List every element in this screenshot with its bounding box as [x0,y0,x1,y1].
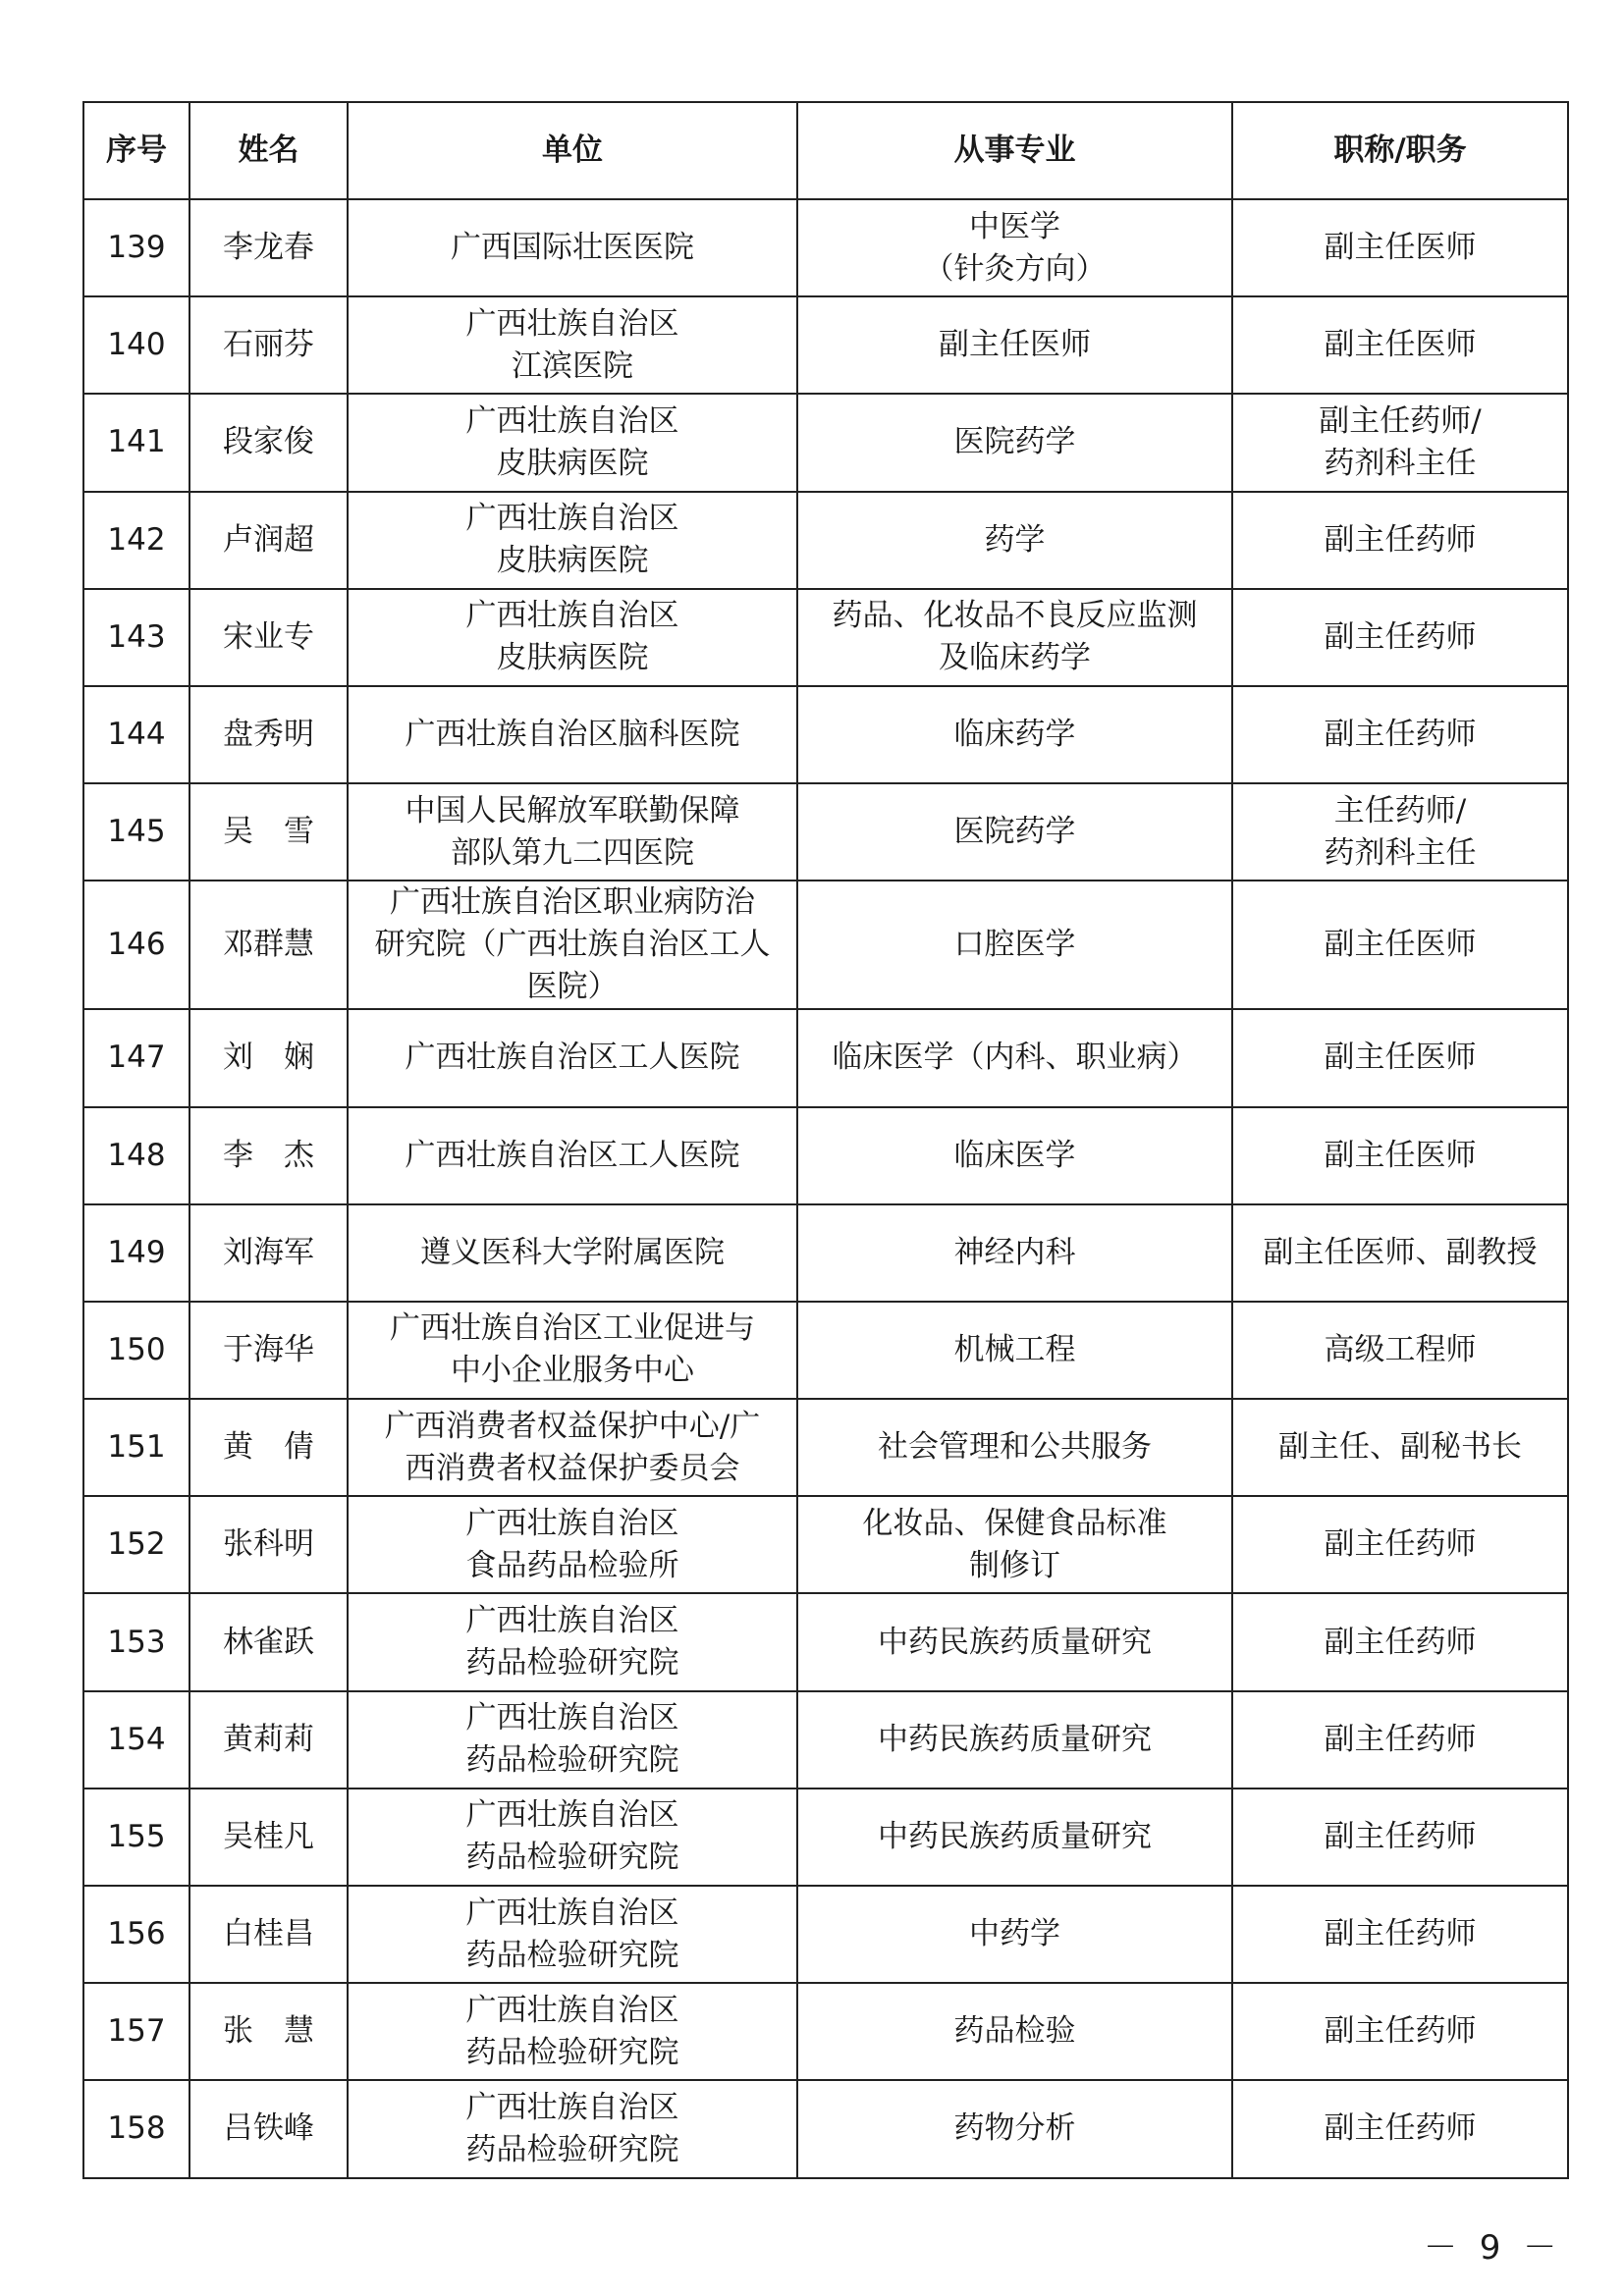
cell-seq: 156 [83,1886,189,1983]
cell-specialty-line: 中药民族药质量研究 [878,1721,1152,1757]
cell-unit [348,199,797,296]
cell-unit-line: 广西壮族自治区工人医院 [405,1137,740,1173]
cell-unit-line: 广西壮族自治区 [465,1700,679,1736]
cell-seq: 153 [83,1593,189,1690]
cell-title [1232,783,1568,881]
cell-title-line: 副主任医师 [1324,1137,1477,1173]
table-row [83,686,1568,783]
cell-unit-line: 广西壮族自治区 [465,1603,679,1639]
header-name: 姓名 [189,102,348,199]
cell-title [1232,1983,1568,2080]
cell-name: 黄莉莉 [189,1691,348,1789]
cell-specialty [797,1009,1232,1106]
cell-unit-line: 广西消费者权益保护中心/广 [384,1408,761,1444]
cell-title-line: 副主任医师 [1324,230,1477,266]
cell-unit [348,1593,797,1690]
cell-title-line: 药剂科主任 [1324,445,1477,481]
cell-seq: 143 [83,589,189,686]
cell-name: 白桂昌 [189,1886,348,1983]
cell-unit [348,1399,797,1496]
cell-specialty [797,881,1232,1009]
cell-title-line: 副主任药师 [1324,717,1477,753]
cell-specialty [797,686,1232,783]
cell-title-line: 副主任药师 [1324,2013,1477,2050]
cell-specialty-line: 及临床药学 [939,640,1091,676]
header-specialty: 从事专业 [797,102,1232,199]
cell-unit-line: 药品检验研究院 [465,1645,679,1682]
table-row [83,1107,1568,1204]
cell-unit-line: 广西壮族自治区 [465,1797,679,1834]
cell-title-line: 药剂科主任 [1324,834,1477,871]
cell-unit-line: 江滨医院 [512,347,633,384]
cell-specialty-line: 机械工程 [953,1331,1076,1367]
cell-unit [348,1789,797,1886]
cell-title-line: 主任药师/ [1333,792,1467,828]
cell-title-line: 副主任药师 [1324,1721,1477,1757]
cell-title [1232,589,1568,686]
cell-title-line: 副主任医师、副教授 [1263,1234,1538,1270]
cell-title-line: 副主任药师 [1324,1818,1477,1854]
cell-unit-line: 遵义医科大学附属医院 [420,1234,725,1270]
cell-specialty-line: 药品、化妆品不良反应监测 [832,598,1198,634]
cell-seq: 158 [83,2080,189,2177]
cell-unit-line: 西消费者权益保护委员会 [405,1450,740,1486]
cell-name: 段家俊 [189,394,348,491]
cell-title-line: 副主任医师 [1324,1040,1477,1076]
cell-name: 于海华 [189,1302,348,1399]
cell-specialty-line: 药物分析 [953,2110,1076,2147]
header-unit: 单位 [348,102,797,199]
cell-title-line: 副主任药师/ [1319,402,1482,439]
cell-name: 邓群慧 [189,881,348,1009]
cell-specialty-line: 临床医学 [953,1137,1076,1173]
cell-specialty-line: 药品检验 [953,2013,1076,2050]
cell-title [1232,394,1568,491]
cell-name: 李 杰 [189,1107,348,1204]
cell-specialty-line: （针灸方向） [923,250,1107,287]
cell-specialty-line: 社会管理和公共服务 [878,1429,1152,1466]
cell-specialty-line: 化妆品、保健食品标准 [862,1505,1167,1541]
cell-unit-line: 广西壮族自治区职业病防治 [390,884,755,921]
cell-title-line: 副主任药师 [1324,1526,1477,1563]
cell-specialty-line: 中医学 [969,208,1060,244]
cell-specialty-line: 医院药学 [953,814,1076,850]
cell-unit-line: 广西壮族自治区工业促进与 [390,1310,755,1347]
table-row [83,2080,1568,2177]
cell-unit-line: 广西壮族自治区工人医院 [405,1040,740,1076]
table-row [83,296,1568,394]
cell-unit-line: 部队第九二四医院 [451,834,694,871]
cell-unit-line: 研究院（广西壮族自治区工人 [374,927,771,963]
cell-title-line: 副主任、副秘书长 [1278,1429,1522,1466]
cell-unit-line: 广西壮族自治区 [465,1505,679,1541]
cell-name: 吴桂凡 [189,1789,348,1886]
cell-name: 林雀跃 [189,1593,348,1690]
cell-title [1232,199,1568,296]
cell-name: 盘秀明 [189,686,348,783]
cell-specialty [797,783,1232,881]
cell-specialty [797,1204,1232,1302]
cell-title [1232,1886,1568,1983]
cell-unit [348,296,797,394]
cell-unit-line: 中国人民解放军联勤保障 [405,792,740,828]
cell-seq: 157 [83,1983,189,2080]
cell-seq: 149 [83,1204,189,1302]
cell-unit-line: 药品检验研究院 [465,1742,679,1779]
cell-title-line: 高级工程师 [1324,1331,1477,1367]
cell-specialty-line: 中药学 [969,1916,1060,1952]
cell-specialty [797,1789,1232,1886]
cell-specialty [797,394,1232,491]
cell-seq: 147 [83,1009,189,1106]
cell-unit-line: 皮肤病医院 [496,445,649,481]
cell-title-line: 副主任药师 [1324,618,1477,655]
table-row [83,1593,1568,1690]
cell-unit-line: 广西壮族自治区 [465,598,679,634]
cell-title [1232,881,1568,1009]
cell-name: 张科明 [189,1496,348,1593]
cell-specialty [797,199,1232,296]
cell-name: 李龙春 [189,199,348,296]
cell-specialty [797,1107,1232,1204]
cell-unit-line: 药品检验研究院 [465,1937,679,1973]
cell-name: 刘 娴 [189,1009,348,1106]
cell-specialty [797,2080,1232,2177]
cell-seq: 141 [83,394,189,491]
cell-title [1232,1496,1568,1593]
cell-title [1232,1009,1568,1106]
cell-unit [348,1496,797,1593]
cell-title [1232,2080,1568,2177]
cell-seq: 152 [83,1496,189,1593]
cell-unit [348,2080,797,2177]
table-row [83,1399,1568,1496]
cell-unit-line: 皮肤病医院 [496,543,649,579]
cell-specialty [797,296,1232,394]
cell-title [1232,1399,1568,1496]
cell-specialty-line: 临床医学（内科、职业病） [832,1040,1198,1076]
cell-name: 黄 倩 [189,1399,348,1496]
cell-specialty [797,1496,1232,1593]
cell-unit-line: 药品检验研究院 [465,1840,679,1876]
cell-seq: 151 [83,1399,189,1496]
cell-unit [348,1886,797,1983]
cell-name: 宋业专 [189,589,348,686]
cell-title [1232,492,1568,589]
header-seq: 序号 [83,102,189,199]
cell-seq: 146 [83,881,189,1009]
cell-unit-line: 医院） [526,969,619,1005]
table-row [83,589,1568,686]
cell-unit [348,1983,797,2080]
cell-unit-line: 广西壮族自治区 [465,501,679,537]
cell-unit-line: 广西壮族自治区 [465,305,679,342]
cell-unit [348,492,797,589]
table-row [83,1204,1568,1302]
cell-seq: 140 [83,296,189,394]
cell-title-line: 副主任药师 [1324,1916,1477,1952]
cell-title [1232,686,1568,783]
cell-unit [348,1204,797,1302]
cell-name: 吕铁峰 [189,2080,348,2177]
cell-title-line: 副主任医师 [1324,327,1477,363]
cell-unit [348,1107,797,1204]
cell-title [1232,1107,1568,1204]
cell-unit-line: 广西国际壮医医院 [451,230,694,266]
cell-seq: 148 [83,1107,189,1204]
cell-unit [348,881,797,1009]
cell-seq: 150 [83,1302,189,1399]
cell-name: 吴 雪 [189,783,348,881]
cell-specialty-line: 临床药学 [953,717,1076,753]
cell-unit-line: 广西壮族自治区 [465,402,679,439]
table-row [83,881,1568,1009]
cell-title [1232,1302,1568,1399]
cell-specialty-line: 药学 [984,521,1046,558]
cell-name: 刘海军 [189,1204,348,1302]
header-row [83,102,1568,199]
cell-unit-line: 中小企业服务中心 [451,1353,694,1389]
cell-seq: 139 [83,199,189,296]
cell-unit [348,1302,797,1399]
cell-specialty-line: 口腔医学 [953,927,1076,963]
cell-unit [348,394,797,491]
cell-title-line: 副主任药师 [1324,1624,1477,1660]
table-row [83,783,1568,881]
cell-specialty [797,1302,1232,1399]
cell-title [1232,296,1568,394]
cell-unit-line: 广西壮族自治区 [465,2089,679,2125]
cell-seq: 144 [83,686,189,783]
cell-unit [348,1009,797,1106]
cell-seq: 155 [83,1789,189,1886]
cell-unit-line: 药品检验研究院 [465,2131,679,2167]
table-row [83,1496,1568,1593]
cell-unit-line: 皮肤病医院 [496,640,649,676]
table-row [83,1789,1568,1886]
roster-table [82,101,1569,2179]
cell-specialty [797,1399,1232,1496]
table-row [83,1983,1568,2080]
cell-seq: 154 [83,1691,189,1789]
cell-specialty [797,589,1232,686]
cell-unit-line: 广西壮族自治区脑科医院 [405,717,740,753]
cell-title [1232,1789,1568,1886]
table-row [83,1691,1568,1789]
cell-specialty-line: 医院药学 [953,424,1076,460]
cell-unit [348,783,797,881]
cell-specialty-line: 制修订 [969,1547,1060,1583]
table-row [83,1302,1568,1399]
cell-name: 石丽芬 [189,296,348,394]
cell-specialty [797,1886,1232,1983]
cell-unit-line: 广西壮族自治区 [465,1895,679,1931]
cell-title-line: 副主任药师 [1324,2110,1477,2147]
cell-title-line: 副主任药师 [1324,521,1477,558]
table-row [83,492,1568,589]
cell-specialty [797,1593,1232,1690]
cell-unit-line: 广西壮族自治区 [465,1992,679,2028]
table-row [83,1886,1568,1983]
cell-unit [348,1691,797,1789]
cell-name: 张 慧 [189,1983,348,2080]
table-row [83,394,1568,491]
header-title: 职称/职务 [1232,102,1568,199]
cell-unit [348,589,797,686]
page-number: － 9 － [1424,2228,1563,2268]
cell-specialty-line: 神经内科 [953,1234,1076,1270]
cell-title [1232,1691,1568,1789]
cell-seq: 145 [83,783,189,881]
cell-title [1232,1204,1568,1302]
cell-specialty [797,1691,1232,1789]
cell-title [1232,1593,1568,1690]
cell-name: 卢润超 [189,492,348,589]
cell-unit [348,686,797,783]
cell-unit-line: 食品药品检验所 [465,1547,679,1583]
cell-specialty-line: 中药民族药质量研究 [878,1818,1152,1854]
cell-specialty [797,1983,1232,2080]
cell-specialty [797,492,1232,589]
cell-unit-line: 药品检验研究院 [465,2034,679,2070]
cell-title-line: 副主任医师 [1324,927,1477,963]
cell-specialty-line: 副主任医师 [939,327,1091,363]
cell-specialty-line: 中药民族药质量研究 [878,1624,1152,1660]
roster-body [83,199,1568,2178]
table-row [83,199,1568,296]
table-row [83,1009,1568,1106]
cell-seq: 142 [83,492,189,589]
